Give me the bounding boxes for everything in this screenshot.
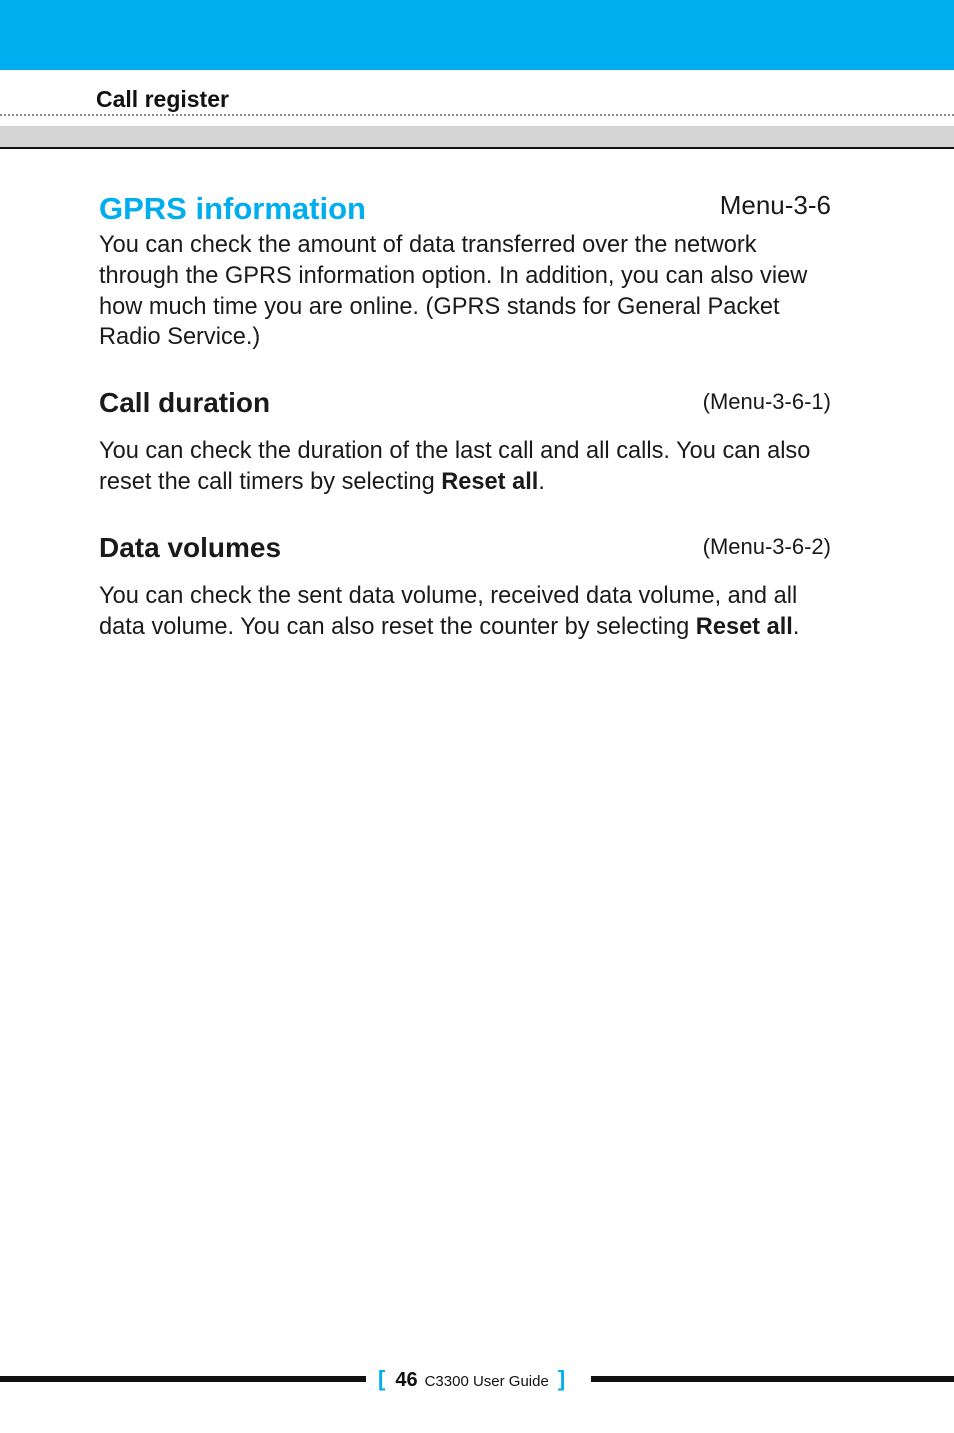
call-duration-menu-ref: (Menu-3-6-1) bbox=[702, 389, 831, 415]
data-volumes-title: Data volumes bbox=[99, 531, 282, 563]
footer-bracket-close: ] bbox=[557, 1366, 566, 1391]
gprs-body: You can check the amount of data transferred over the network through the GPRS information option. In addition, you can also view how much time you are online. (GPRS stands for General Packet Radio Service.) bbox=[99, 232, 808, 351]
data-volumes-body: You can check the sent data volume, received data volume, and all data volume. You can also reset the counter by selecting Reset all. bbox=[99, 582, 800, 640]
gprs-heading-row bbox=[99, 190, 834, 230]
footer-rule-right bbox=[591, 1376, 954, 1382]
call-duration-heading-row bbox=[99, 383, 834, 423]
footer-rule-left bbox=[0, 1376, 366, 1382]
section-header: Call register bbox=[96, 86, 229, 112]
footer-bracket-open: [ bbox=[378, 1366, 386, 1391]
data-volumes-menu-ref: (Menu-3-6-2) bbox=[702, 533, 831, 559]
page-content bbox=[99, 190, 834, 642]
data-volumes-heading-row bbox=[99, 528, 834, 568]
gprs-title: GPRS information bbox=[99, 191, 366, 226]
reset-all-label: Reset all bbox=[441, 468, 539, 495]
reset-all-label: Reset all bbox=[695, 613, 793, 640]
dotted-divider bbox=[0, 114, 954, 116]
gprs-menu-ref: Menu-3-6 bbox=[719, 190, 831, 220]
call-duration-body: You can check the duration of the last call and all calls. You can also reset the call timers by selecting Reset all. bbox=[99, 438, 811, 495]
page-number: 46 bbox=[395, 1369, 418, 1391]
header-band bbox=[0, 126, 954, 149]
top-color-band bbox=[0, 0, 954, 70]
call-duration-title: Call duration bbox=[99, 387, 271, 419]
guide-title: C3300 User Guide bbox=[424, 1373, 549, 1390]
page-footer bbox=[378, 1366, 565, 1396]
